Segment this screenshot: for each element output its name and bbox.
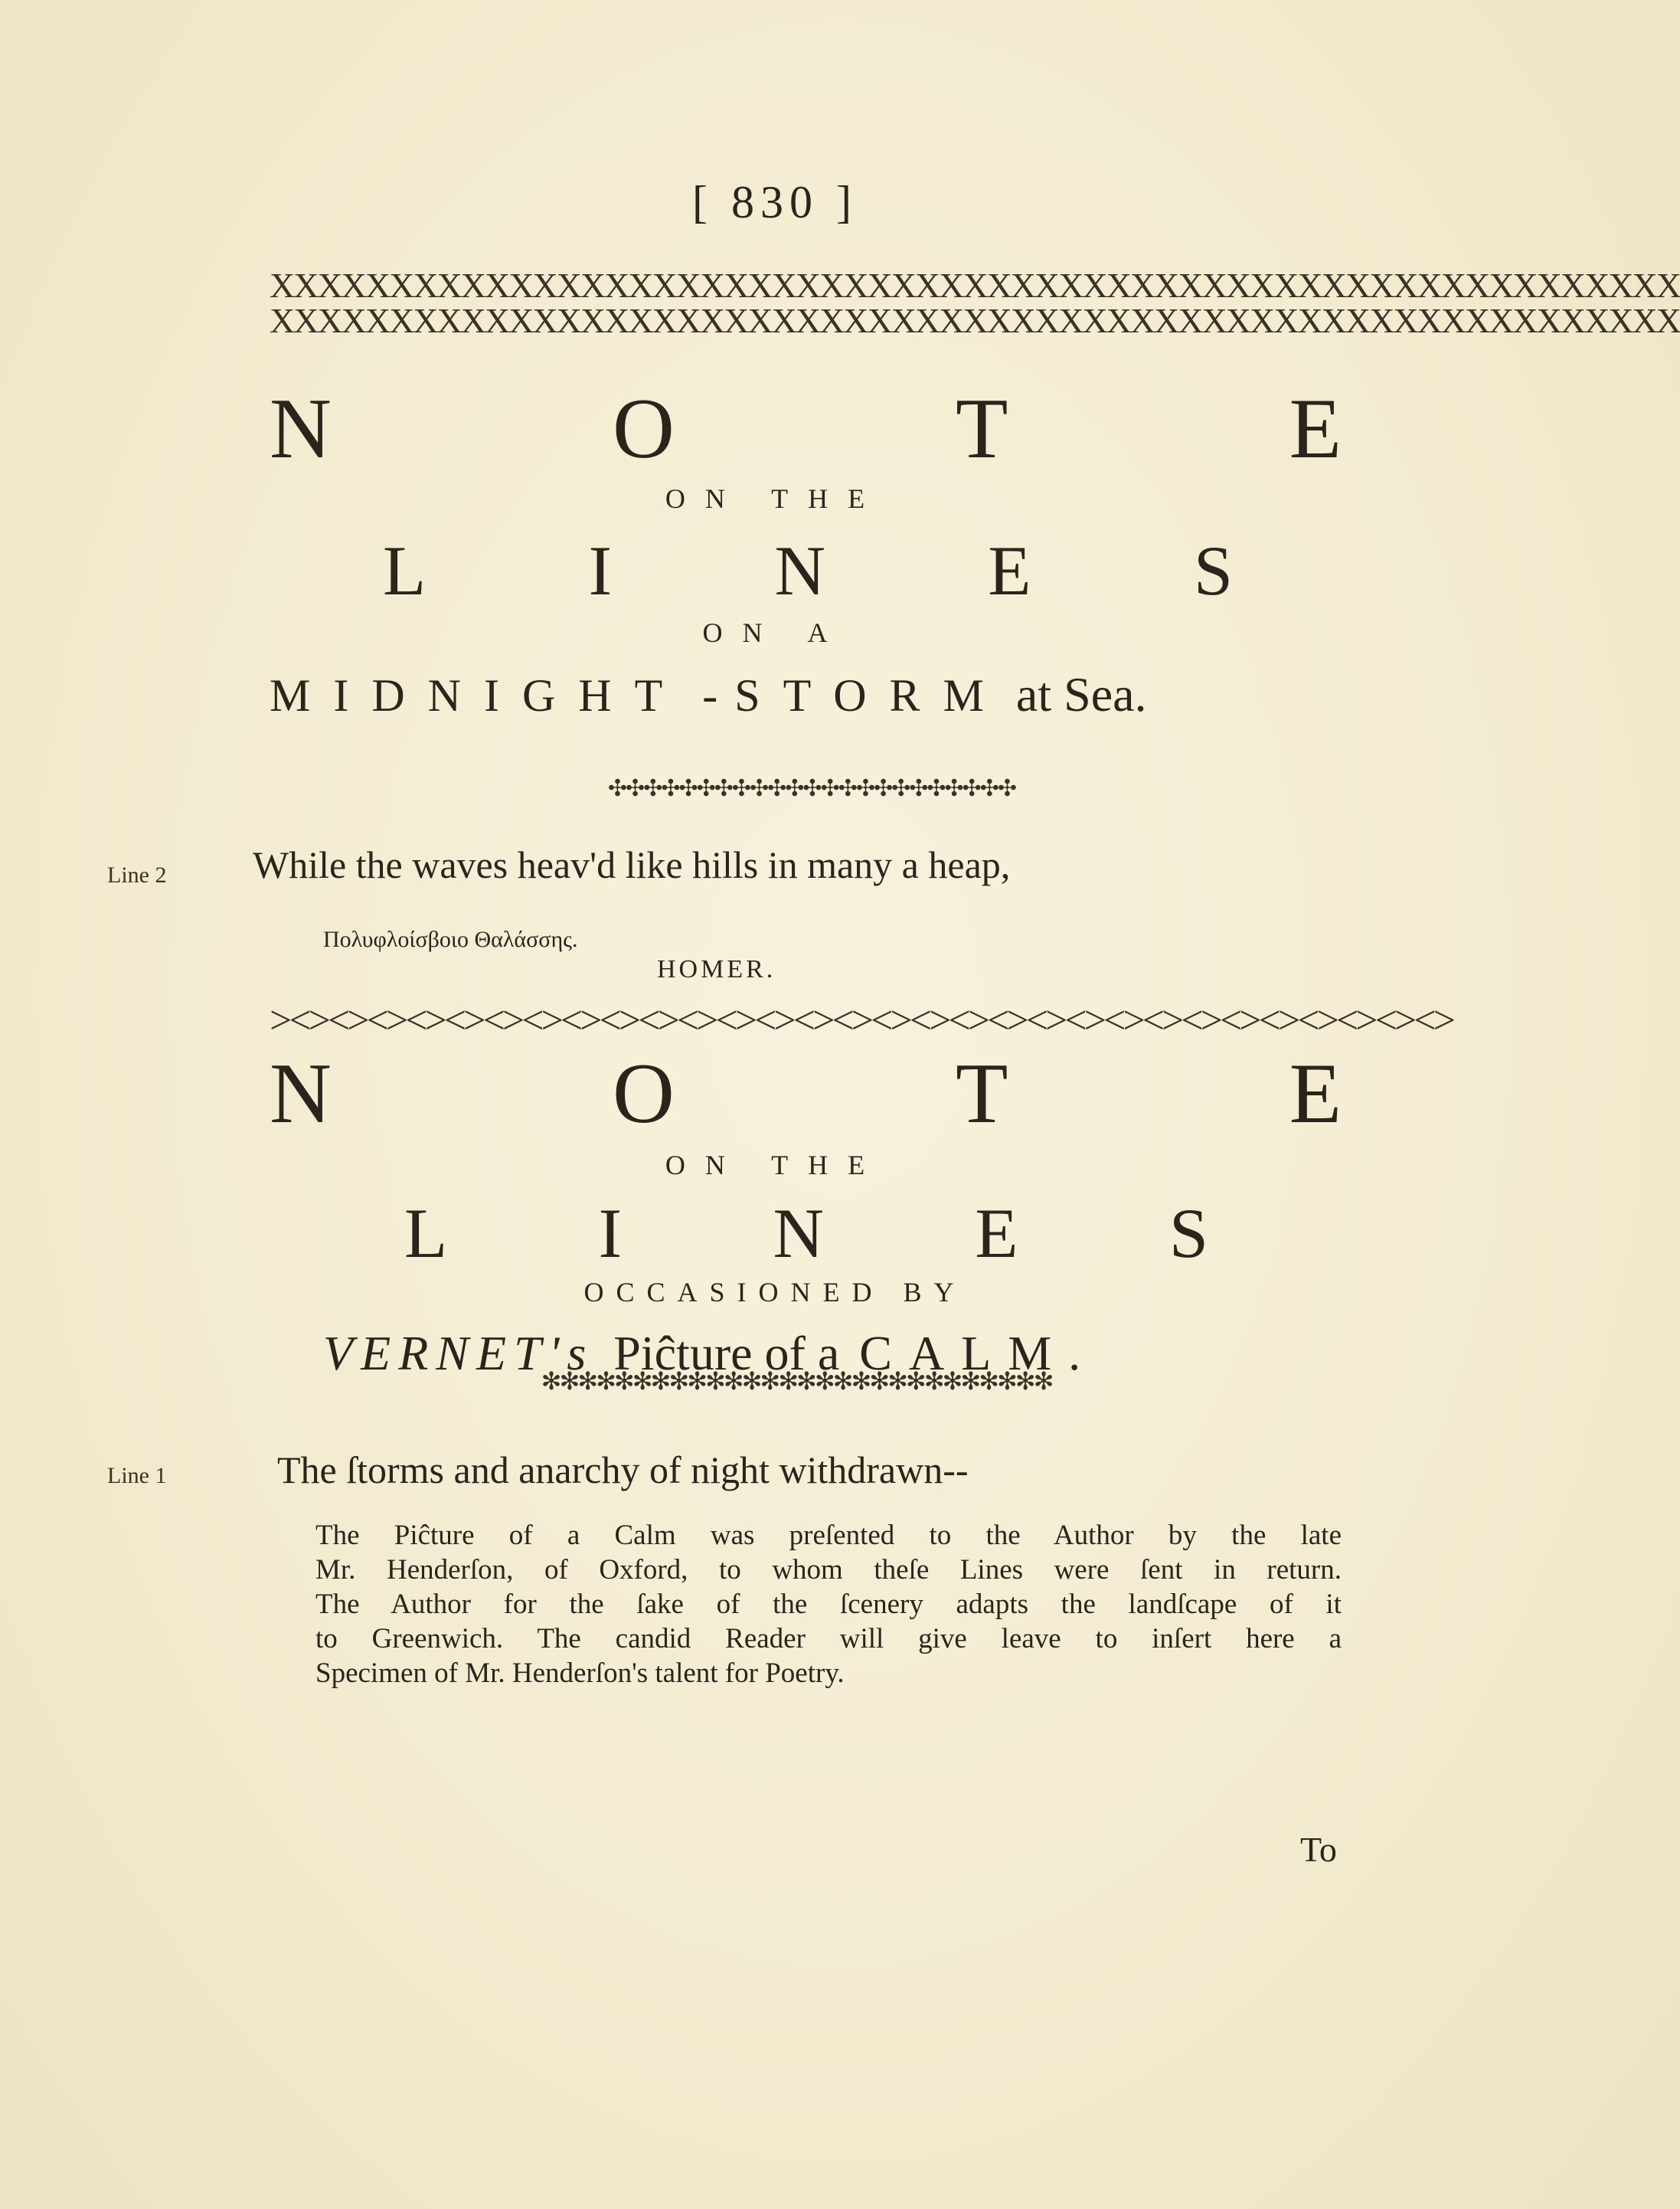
note-line: to Greenwich. The candid Reader will give leave to inſert here a [315, 1623, 1342, 1654]
line-label-1: Line 1 [107, 1463, 167, 1488]
page-number: [ 830 ] [692, 177, 858, 227]
title-vernet: VERNET's [323, 1326, 594, 1380]
heading-letter: I [598, 1194, 623, 1272]
heading-letter: E [1289, 1046, 1342, 1141]
note-heading-1 [270, 383, 1342, 475]
verse-line-calm: The ſtorms and anarchy of night withdrawn-- [277, 1448, 969, 1491]
title-at-sea: at Sea. [1015, 667, 1147, 722]
heading-letter: E [988, 532, 1031, 610]
title-picture: Piĉture of a [613, 1326, 840, 1380]
heading-letter: O [613, 381, 675, 476]
title-dash: - [702, 670, 718, 721]
heading-letter: S [1168, 1194, 1208, 1272]
asterisk-rule: ✻✻✻✻✻✻✻✻✻✻✻✻✻✻✻✻✻✻✻✻✻✻✻✻✻✻✻✻ [541, 1367, 1052, 1395]
ornamental-rule-middle: ><><><><><><><><><><><><><><><><><><><><><><><><><><><><><><> [270, 999, 1453, 1042]
heading-letter: O [613, 1046, 675, 1141]
lines-heading-2 [404, 1195, 1208, 1271]
heading-letter: N [270, 381, 332, 476]
heading-letter: N [774, 532, 825, 610]
on-the-label-2: ON THE [665, 1150, 885, 1180]
heading-letter: L [383, 532, 427, 610]
note-line: Specimen of Mr. Henderſon's talent for Poetry. [315, 1658, 845, 1689]
on-the-label-1: ON THE [665, 483, 885, 514]
line-label-2: Line 2 [107, 862, 167, 888]
verse-line-storm: While the waves heav'd like hills in many a heap, [253, 843, 1011, 886]
heading-letter: T [956, 1046, 1008, 1141]
heading-letter: I [588, 532, 613, 610]
occasioned-by-label: OCCASIONED BY [583, 1277, 966, 1307]
stars-rule: ✣✣✣✣✣✣✣✣✣✣✣✣✣✣✣✣✣✣✣✣✣✣✣ [607, 776, 1016, 801]
heading-letter: E [975, 1194, 1018, 1272]
note-paragraph [315, 1518, 1342, 1690]
attribution-homer: HOMER. [657, 955, 776, 983]
note-line: The Piĉture of a Calm was preſented to the Author by the late [315, 1520, 1342, 1551]
on-a-label: ON A [702, 617, 848, 648]
heading-letter: N [773, 1194, 824, 1272]
title-storm: STORM [734, 670, 1007, 721]
title-calm: CALM. [859, 1326, 1098, 1380]
ornamental-rule-top: XXXXXXXXXXXXXXXXXXXXXXXXXXXXXXXXXXXXXXXXXXXXXXXXXXXXXXXXXXX XXXXXXXXXXXXXXXXXXXXXXXXXXXXXXXXXXXXXXXXXXXXXXXXXXXXXXXXXXX [270, 266, 1680, 340]
heading-letter: N [270, 1046, 332, 1141]
heading-letter: S [1193, 532, 1233, 610]
catchword: To [1300, 1830, 1337, 1869]
title-midnight: MIDNIGHT [270, 670, 686, 721]
note-heading-2 [270, 1048, 1342, 1140]
heading-letter: E [1289, 381, 1342, 476]
heading-letter: T [956, 381, 1008, 476]
note-line: The Author for the ſake of the ſcenery adapts the landſcape of it [315, 1589, 1342, 1620]
heading-letter: L [404, 1194, 448, 1272]
greek-quotation: Πολυφλοίσβοιο Θαλάσσης. [323, 927, 578, 952]
storm-title [270, 666, 1147, 723]
lines-heading-1 [383, 532, 1233, 609]
note-line: Mr. Henderſon, of Oxford, to whom theſe Lines were ſent in return. [315, 1554, 1342, 1586]
